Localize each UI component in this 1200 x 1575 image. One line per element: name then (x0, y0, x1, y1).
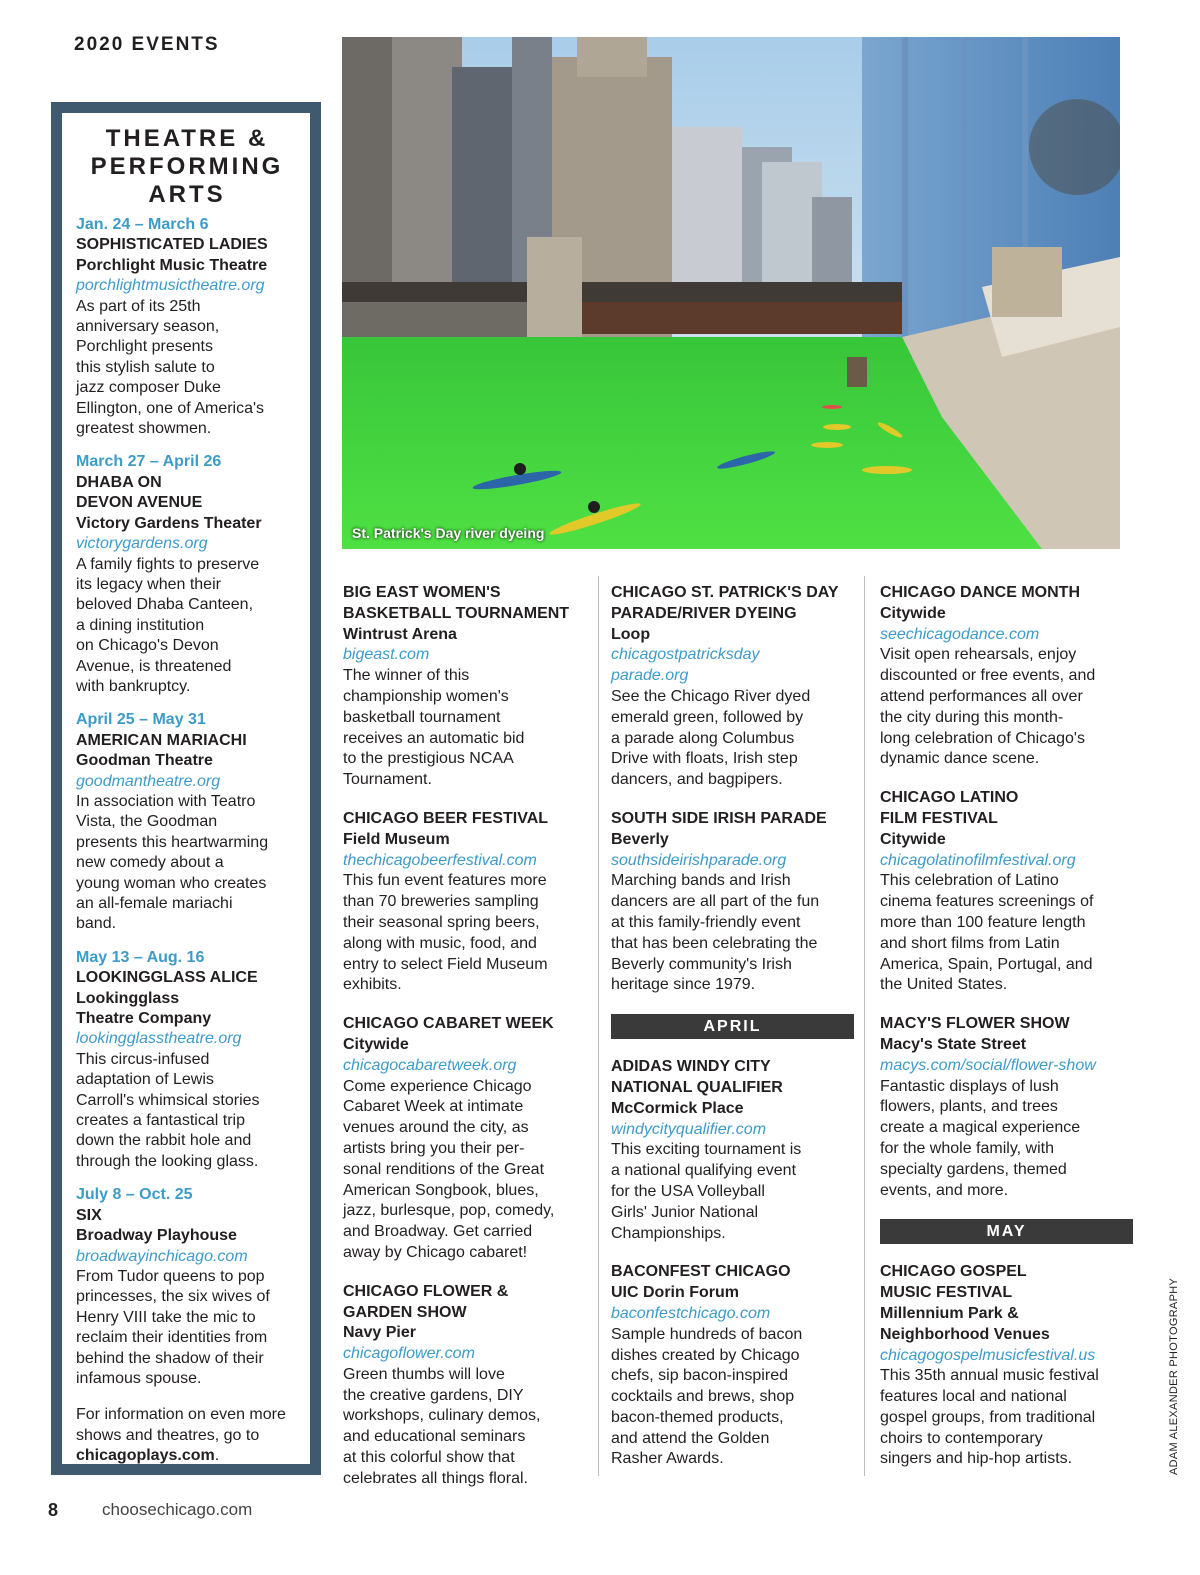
event-title: SOPHISTICATED LADIES (76, 236, 268, 254)
event-venue: Broadway Playhouse (76, 1227, 237, 1245)
column-divider (864, 576, 865, 1476)
event-link[interactable]: thechicagobeerfestival.com (343, 851, 537, 869)
event-title: AMERICAN MARIACHI (76, 731, 247, 749)
photo-credit: ADAM ALEXANDER PHOTOGRAPHY (1168, 1277, 1180, 1475)
event-description: See the Chicago River dyed emerald green, followed by a parade along Columbus Drive with floats, Irish step dancers, and bagpipers. (611, 687, 811, 789)
event-entry (880, 788, 1133, 996)
event-title: CHICAGO GOSPEL MUSIC FESTIVAL (880, 1263, 1027, 1302)
events-column-2 (611, 583, 854, 1488)
event-venue: Millennium Park & Neighborhood Venues (880, 1304, 1050, 1343)
event-description: Visit open rehearsals, enjoy discounted or free events, and attend performances all over the city during this month- long celebration of Chicago's dynamic dance scene. (880, 646, 1096, 768)
event-date: Jan. 24 – March 6 (76, 216, 209, 233)
chicagoplays-link[interactable]: chicagoplays.com (76, 1447, 215, 1465)
event-venue: Wintrust Arena (343, 625, 457, 643)
event-title: CHICAGO ST. PATRICK'S DAY PARADE/RIVER DYEING (611, 584, 839, 622)
event-venue: Porchlight Music Theatre (76, 256, 268, 274)
event-link[interactable]: porchlightmusictheatre.org (76, 277, 265, 295)
event-link[interactable]: lookingglasstheatre.org (76, 1030, 242, 1048)
sidebar-entry (76, 948, 298, 1172)
event-link[interactable]: macys.com/social/flower-show (880, 1056, 1096, 1074)
sidebar-footer-text: For information on even more shows and theatres, go to (76, 1406, 286, 1444)
event-description: As part of its 25th anniversary season, Porchlight presents this stylish salute to jazz composer Duke Ellington, one of America's greatest showmen. (76, 297, 265, 438)
event-date: May 13 – Aug. 16 (76, 948, 205, 966)
sidebar-title: THEATRE & PERFORMING ARTS (90, 125, 284, 208)
event-venue: McCormick Place (611, 1099, 744, 1117)
events-column-3 (880, 583, 1133, 1488)
event-entry (611, 1057, 854, 1244)
event-venue: Citywide (343, 1035, 409, 1053)
event-description: In association with Teatro Vista, the Goodman presents this heartwarming new comedy about a young woman who creates an all-female mariachi band. (76, 792, 269, 933)
event-link[interactable]: chicagolatinofilmfestival.org (880, 851, 1076, 869)
theatre-sidebar (62, 113, 310, 1464)
event-description: Green thumbs will love the creative gardens, DIY workshops, culinary demos, and educational seminars at this colorful show that celebrates all things floral. (343, 1365, 541, 1487)
sidebar-footer-end: . (214, 1447, 220, 1465)
event-entry (611, 809, 854, 996)
event-title: DHABA ON DEVON AVENUE (76, 473, 203, 512)
sidebar-footer (76, 1405, 298, 1466)
event-link[interactable]: broadwayinchicago.com (76, 1247, 248, 1265)
event-link[interactable]: goodmantheatre.org (76, 772, 221, 790)
event-venue: UIC Dorin Forum (611, 1284, 739, 1302)
event-title: SIX (76, 1206, 102, 1224)
event-title: CHICAGO LATINO FILM FESTIVAL (880, 789, 1019, 827)
event-description: This fun event features more than 70 breweries sampling their seasonal spring beers, along with music, food, and entry to select Field Museum exhibits. (343, 872, 548, 994)
event-link[interactable]: chicagogospelmusicfestival.us (880, 1346, 1096, 1364)
event-title: SOUTH SIDE IRISH PARADE (611, 809, 827, 827)
event-link[interactable]: bigeast.com (343, 646, 430, 664)
sidebar-entry (76, 710, 298, 934)
event-link[interactable]: chicagostpatricksday parade.org (611, 646, 760, 685)
event-venue: Loop (611, 625, 651, 643)
event-title: BACONFEST CHICAGO (611, 1263, 791, 1281)
section-label: 2020 EVENTS (74, 34, 220, 55)
sidebar-entry (76, 452, 298, 697)
event-date: March 27 – April 26 (76, 453, 222, 471)
event-description: Sample hundreds of bacon dishes created by Chicago chefs, sip bacon-inspired cocktails and brews, shop bacon-themed products, and attend the Golden Rasher Awards. (611, 1325, 803, 1468)
page-number: 8 (48, 1500, 59, 1520)
footer-site-link[interactable]: choosechicago.com (102, 1500, 253, 1519)
event-title: CHICAGO FLOWER & GARDEN SHOW (343, 1282, 509, 1321)
event-title: CHICAGO DANCE MONTH (880, 584, 1080, 601)
event-venue: Lookingglass Theatre Company (76, 989, 212, 1028)
event-entry (611, 1262, 854, 1470)
event-description: This celebration of Latino cinema features screenings of more than 100 feature length and short films from Latin America, Spain, Portugal, and the United States. (880, 872, 1094, 994)
event-description: Marching bands and Irish dancers are all part of the fun at this family-friendly event that has been celebrating the Beverly community's Irish heritage since 1979. (611, 872, 820, 994)
event-entry (880, 1262, 1133, 1470)
event-title: LOOKINGGLASS ALICE (76, 969, 258, 987)
event-link[interactable]: victorygardens.org (76, 535, 208, 553)
event-venue: Goodman Theatre (76, 752, 213, 770)
month-header-april: APRIL (611, 1014, 854, 1039)
event-venue: Beverly (611, 830, 669, 848)
event-entry (343, 583, 586, 791)
event-link[interactable]: baconfestchicago.com (611, 1304, 771, 1322)
event-description: This circus-infused adaptation of Lewis Carroll's whimsical stories creates a fantastical trip down the rabbit hole and through the looking glass. (76, 1050, 260, 1170)
event-title: MACY'S FLOWER SHOW (880, 1015, 1070, 1033)
event-entry (343, 1282, 586, 1490)
event-description: A family fights to preserve its legacy when their beloved Dhaba Canteen, a dining institution on Chicago's Devon Avenue, is threatened with bankruptcy. (76, 555, 260, 695)
event-link[interactable]: chicagocabaretweek.org (343, 1056, 517, 1074)
event-link[interactable]: seechicagodance.com (880, 625, 1040, 643)
event-description: This 35th annual music festival features local and national gospel groups, from traditional choirs to contemporary singers and hip-hop artists. (880, 1367, 1099, 1468)
event-date: July 8 – Oct. 25 (76, 1186, 193, 1204)
event-venue: Citywide (880, 830, 946, 848)
event-entry (880, 583, 1133, 770)
event-description: This exciting tournament is a national qualifying event for the USA Volleyball Girls' Junior National Championships. (611, 1141, 802, 1242)
photo-caption: St. Patrick's Day river dyeing (352, 525, 545, 541)
event-entry (611, 583, 854, 791)
event-date: April 25 – May 31 (76, 711, 206, 729)
event-title: ADIDAS WINDY CITY NATIONAL QUALIFIER (611, 1058, 783, 1096)
event-description: Come experience Chicago Cabaret Week at intimate venues around the city, as artists bring you their per- sonal renditions of the Great American Songbook, blues, jazz, burlesque, pop, comedy, and Broadway. Get carried away by Chicago cabaret! (343, 1077, 555, 1261)
event-entry (880, 1014, 1133, 1201)
sidebar-entry (76, 1185, 298, 1389)
event-description: From Tudor queens to pop princesses, the six wives of Henry VIII take the mic to reclaim their identities from behind the shadow of their infamous spouse. (76, 1267, 270, 1387)
sidebar-entries (76, 215, 298, 1467)
event-link[interactable]: chicagoflower.com (343, 1345, 475, 1363)
event-venue: Field Museum (343, 830, 450, 848)
event-link[interactable]: windycityqualifier.com (611, 1120, 767, 1138)
event-link[interactable]: southsideirishparade.org (611, 851, 787, 869)
events-column-1 (343, 583, 586, 1508)
sidebar-entry (76, 215, 298, 439)
month-header-may: MAY (880, 1219, 1133, 1244)
event-venue: Citywide (880, 604, 946, 622)
event-venue: Navy Pier (343, 1324, 416, 1342)
event-venue: Macy's State Street (880, 1035, 1027, 1053)
event-title: CHICAGO CABARET WEEK (343, 1015, 554, 1033)
event-entry (343, 1014, 586, 1264)
event-entry (343, 809, 586, 996)
event-description: Fantastic displays of lush flowers, plants, and trees create a magical experience for the whole family, with specialty gardens, themed events, and more. (880, 1077, 1081, 1199)
column-divider (598, 576, 599, 1476)
event-title: CHICAGO BEER FESTIVAL (343, 809, 549, 827)
event-title: BIG EAST WOMEN'S BASKETBALL TOURNAMENT (343, 584, 570, 622)
river-photo (342, 37, 1120, 549)
event-venue: Victory Gardens Theater (76, 514, 262, 532)
event-description: The winner of this championship women's basketball tournament receives an automatic bid to the prestigious NCAA Tournament. (343, 667, 525, 789)
